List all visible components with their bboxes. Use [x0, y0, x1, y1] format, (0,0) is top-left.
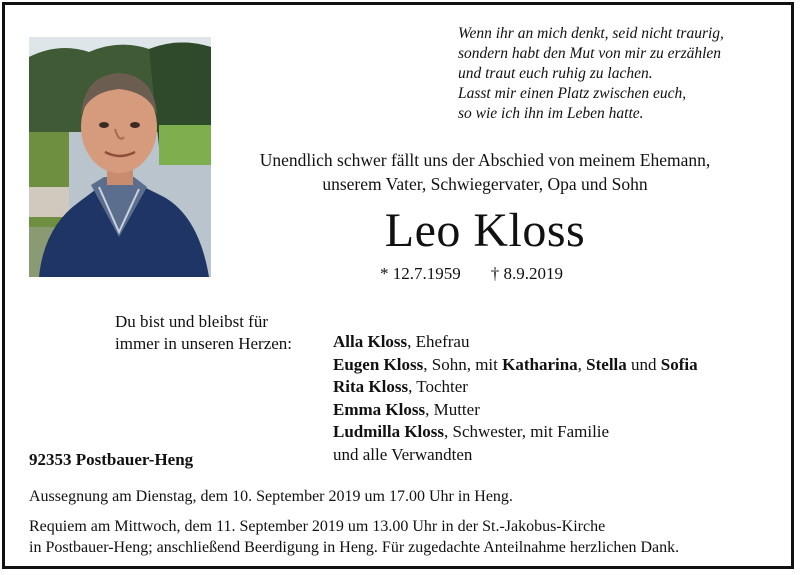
poem-line: Wenn ihr an mich denkt, seid nicht traurig, — [458, 25, 724, 42]
mourner-relation: , Ehefrau — [407, 332, 470, 351]
service-line: Aussegnung am Dienstag, dem 10. September 2019 um 17.00 Uhr in Heng. — [29, 488, 513, 505]
memory-line: Du bist und bleibst für — [115, 312, 268, 331]
poem-line: sondern habt den Mut von mir zu erzählen — [458, 45, 722, 62]
mourner-row — [333, 399, 698, 422]
intro-line: Unendlich schwer fällt uns der Abschied von meinem Ehemann, — [259, 150, 711, 170]
mourner-row — [333, 421, 698, 444]
mourner-name: Sofia — [660, 354, 698, 374]
deceased-name: Leo Kloss — [384, 204, 586, 257]
service-details — [29, 486, 679, 558]
mourner-row — [333, 354, 698, 377]
mourner-relation: , Schwester, mit Familie — [444, 422, 610, 441]
mourner-name: Eugen Kloss — [333, 354, 424, 374]
portrait-photo — [29, 37, 211, 277]
mourner-relation: und — [626, 354, 661, 374]
mourner-name: Ludmilla Kloss — [333, 422, 445, 441]
mourner-name: Rita Kloss — [333, 377, 409, 396]
life-dates — [380, 262, 563, 286]
mourner-row — [333, 331, 698, 354]
family-location: 92353 Postbauer-Heng — [29, 450, 194, 469]
mourner-relation: , Tochter — [408, 377, 468, 396]
mourner-row — [333, 444, 698, 467]
mourner-relation: , — [577, 354, 587, 374]
mourner-relation: und alle Verwandten — [333, 444, 473, 464]
intro-line: unserem Vater, Schwiegervater, Opa und Sohn — [322, 174, 648, 194]
death-date: † 8.9.2019 — [490, 264, 563, 283]
mourner-name: Katharina — [502, 354, 578, 374]
poem-line: und traut euch ruhig zu lachen. — [458, 65, 653, 82]
birth-date: * 12.7.1959 — [380, 264, 461, 283]
service-line: in Postbauer-Heng; anschließend Beerdigung in Heng. Für zugedachte Anteilnahme herzlichen Dank. — [29, 539, 680, 556]
mourner-name: Stella — [586, 354, 627, 374]
poem-verse — [458, 24, 788, 124]
mourner-name: Alla Kloss — [333, 332, 408, 351]
mourner-relation: , Sohn, mit — [423, 354, 503, 374]
poem-line: Lasst mir einen Platz zwischen euch, — [458, 85, 687, 102]
mourners-list — [333, 331, 698, 466]
farewell-intro — [200, 148, 770, 196]
mourner-row — [333, 376, 698, 399]
memory-line: immer in unseren Herzen: — [115, 334, 293, 353]
mourner-relation: , Mutter — [425, 399, 480, 419]
service-line: Requiem am Mittwoch, dem 11. September 2019 um 13.00 Uhr in der St.-Jakobus-Kirche — [29, 518, 606, 535]
memory-phrase — [115, 311, 292, 355]
mourner-name: Emma Kloss — [333, 399, 426, 419]
poem-line: so wie ich ihn im Leben hatte. — [458, 105, 644, 122]
